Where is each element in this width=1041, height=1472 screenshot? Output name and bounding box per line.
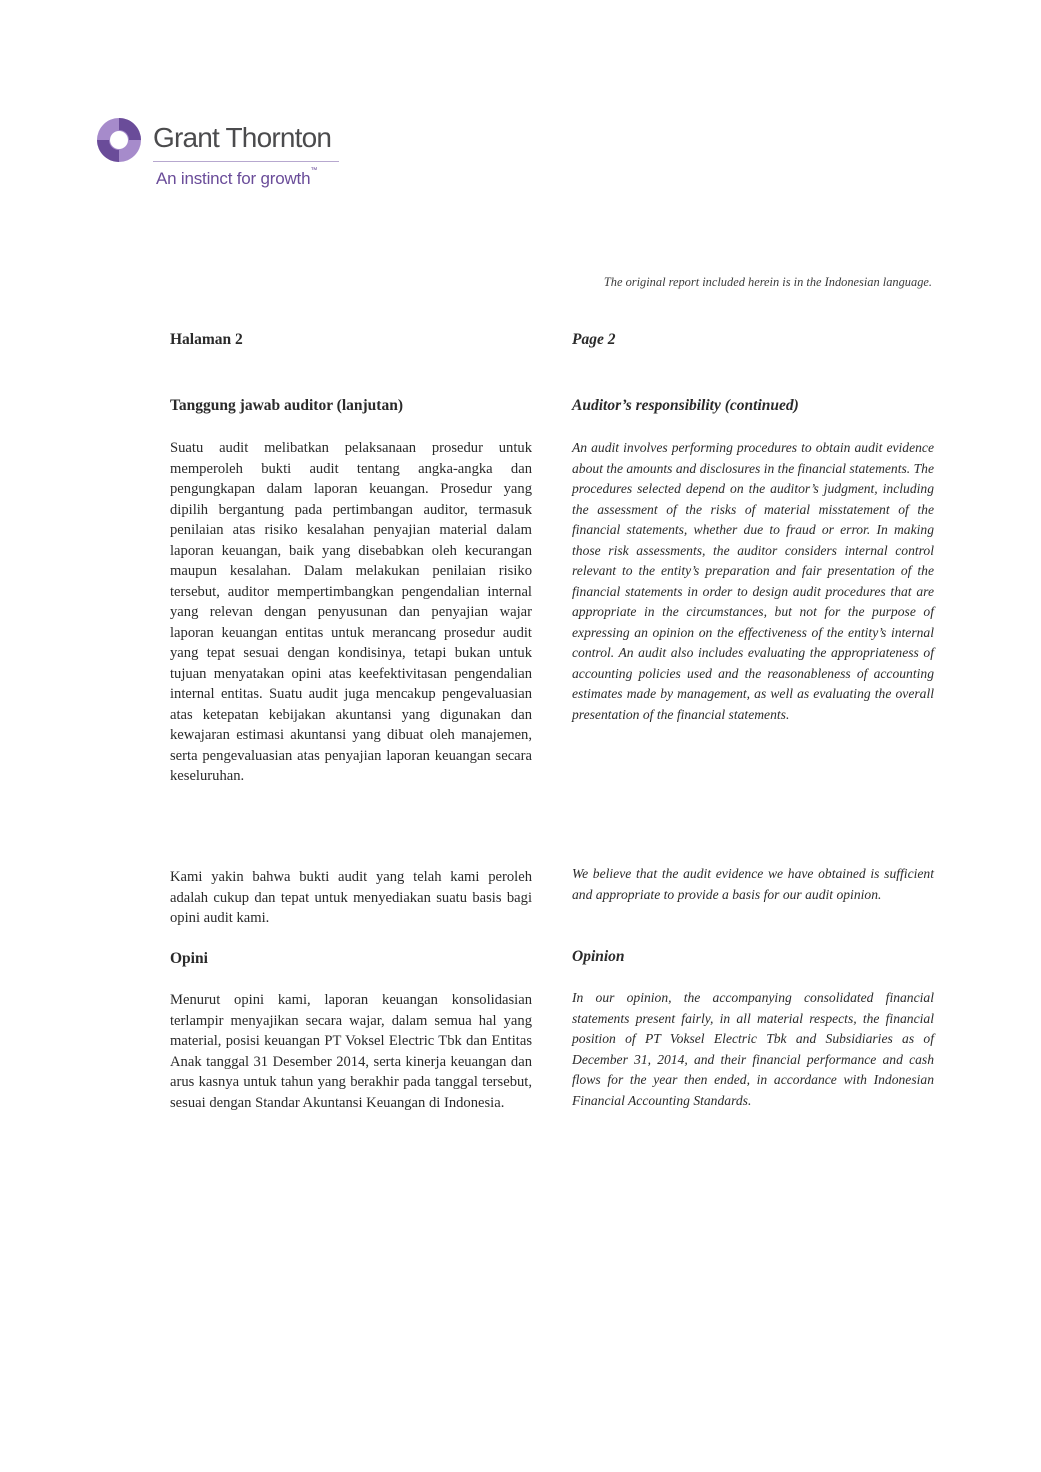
english-column — [572, 330, 934, 1108]
paragraph-opinion-id: Menurut opini kami, laporan keuangan konsolidasian terlampir menyajikan secara wajar, dalam semua hal yang material, posisi keuangan PT Voksel Electric Tbk dan Entitas Anak tanggal 31 Desember 2014, serta kinerja keuangan dan arus kasnya untuk tahun yang berakhir pada tanggal tersebut, sesuai dengan Standar Akuntansi Keuangan di Indonesia. — [170, 992, 532, 1111]
paragraph-believe-id: Kami yakin bahwa bukti audit yang telah kami peroleh adalah cukup dan tepat untuk menyediakan suatu basis bagi opini audit kami. — [170, 869, 532, 926]
page-label-en: Page 2 — [572, 331, 616, 348]
paragraph-believe-en: We believe that the audit evidence we have obtained is sufficient and appropriate to provide a basis for our audit opinion. — [572, 866, 934, 902]
heading-responsibility-id: Tanggung jawab auditor (lanjutan) — [170, 397, 403, 414]
brand-divider — [153, 161, 339, 162]
heading-opinion-id: Opini — [170, 950, 208, 967]
trademark-symbol: ™ — [310, 167, 318, 174]
brand-tagline-text: An instinct for growth — [156, 169, 311, 188]
brand-logo — [96, 116, 356, 196]
paragraph-audit-en: An audit involves performing procedures to obtain audit evidence about the amounts and disclosures in the financial statements. The procedures selected depend on the auditor’s judgment, including the assessment of the risks of material misstatement of the financial statements, whether due to fraud or error. In making those risk assessments, the auditor considers internal control relevant to the entity’s preparation and fair presentation of the financial statements in order to design audit procedures that are appropriate in the circumstances, but not for the purpose of expressing an opinion on the effectiveness of the entity’s internal control. An audit also includes evaluating the appropriateness of accounting policies used and the reasonableness of accounting estimates made by management, as well as evaluating the overall presentation of the financial statements. — [572, 440, 934, 722]
heading-opinion-en: Opinion — [572, 948, 625, 965]
page-label-id: Halaman 2 — [170, 331, 243, 348]
brand-name: Grant Thornton — [153, 122, 332, 153]
brand-tagline — [156, 169, 317, 189]
indonesian-column — [170, 330, 532, 1111]
language-note: The original report included herein is in the Indonesian language. — [603, 275, 932, 289]
heading-responsibility-en: Auditor’s responsibility (continued) — [572, 397, 799, 414]
paragraph-opinion-en: In our opinion, the accompanying consolidated financial statements present fairly, in all material respects, the financial position of PT Voksel Electric Tbk and Subsidiaries as of December 31, 2014, and their financial performance and cash flows for the year then ended, in accordance with Indonesian Financial Accounting Standards. — [572, 990, 934, 1108]
grant-thornton-logo-icon — [96, 116, 144, 164]
paragraph-audit-id: Suatu audit melibatkan pelaksanaan prosedur untuk memperoleh bukti audit tentang angka-angka dan pengungkapan dalam laporan keuangan. Prosedur yang dipilih bergantung pada pertimbangan auditor, termasuk penilaian atas risiko kesalahan penyajian material dalam laporan keuangan, baik yang disebabkan oleh kecurangan maupun kesalahan. Dalam melakukan penilaian risiko tersebut, auditor mempertimbangkan pengendalian internal yang relevan dengan penyusunan dan penyajian wajar laporan keuangan entitas untuk merancang prosedur audit yang tepat sesuai dengan kondisinya, tetapi bukan untuk tujuan menyatakan opini atas keefektivitasan pengendalian internal entitas. Suatu audit juga mencakup pengevaluasian atas ketepatan kebijakan akuntansi yang digunakan dan kewajaran estimasi akuntansi yang dibuat oleh manajemen, serta pengevaluasian atas penyajian laporan keuangan secara keseluruhan. — [170, 440, 532, 784]
